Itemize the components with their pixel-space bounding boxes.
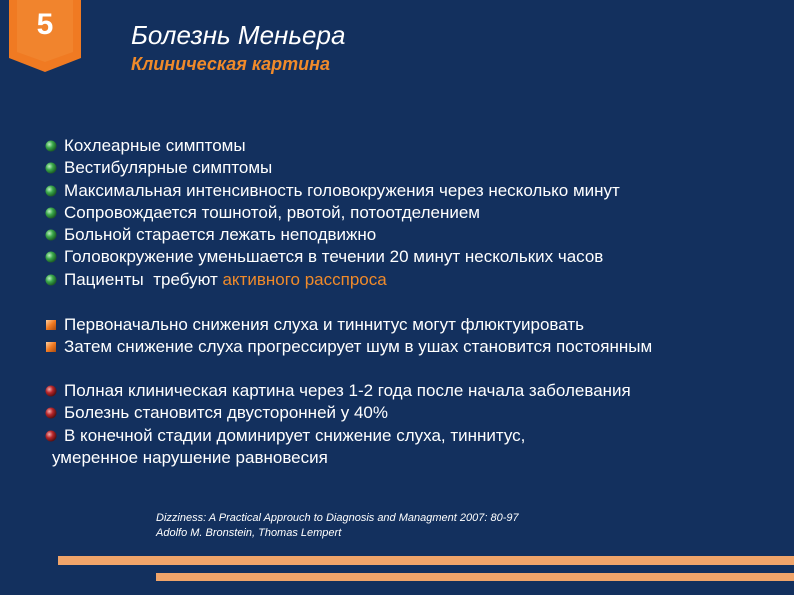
green-sphere-bullet-icon xyxy=(45,162,57,174)
late-stage-list xyxy=(44,380,631,469)
green-sphere-bullet-icon xyxy=(45,229,57,241)
list-item: Сопровождается тошнотой, рвотой, потоотделением xyxy=(44,202,620,224)
list-item: Головокружение уменьшается в течении 20 минут нескольких часов xyxy=(44,246,620,268)
red-sphere-bullet-icon xyxy=(45,385,57,397)
orange-square-bullet-icon xyxy=(45,341,57,353)
symptoms-list xyxy=(44,135,620,291)
list-item: Затем снижение слуха прогрессирует шум в ушах становится постоянным xyxy=(44,336,652,358)
citation-authors: Adolfo M. Bronstein, Thomas Lempert xyxy=(156,527,342,539)
slide-title: Болезнь Меньера xyxy=(131,20,346,50)
list-item: Больной старается лежать неподвижно xyxy=(44,224,620,246)
list-item: Болезнь становится двусторонней у 40% xyxy=(44,402,631,424)
citation-source: Dizziness: A Practical Approuch to Diagnosis and Managment 2007: 80-97 xyxy=(156,512,519,524)
list-item: Полная клиническая картина через 1-2 года после начала заболевания xyxy=(44,380,631,402)
highlighted-text: активного расспроса xyxy=(222,269,387,289)
list-item: Максимальная интенсивность головокружения через несколько минут xyxy=(44,180,620,202)
green-sphere-bullet-icon xyxy=(45,140,57,152)
red-sphere-bullet-icon xyxy=(45,407,57,419)
green-sphere-bullet-icon xyxy=(45,185,57,197)
footer-stripe-lower xyxy=(156,573,794,581)
green-sphere-bullet-icon xyxy=(45,274,57,286)
list-item: В конечной стадии доминирует снижение слуха, тиннитус, xyxy=(44,425,631,447)
list-item: Первоначально снижения слуха и тиннитус могут флюктуировать xyxy=(44,314,652,336)
citation xyxy=(156,511,519,541)
green-sphere-bullet-icon xyxy=(45,251,57,263)
slide-number: 5 xyxy=(36,8,54,41)
slide-number-badge xyxy=(9,0,81,72)
orange-square-bullet-icon xyxy=(45,319,57,331)
list-item-continuation: умеренное нарушение равновесия xyxy=(52,447,328,467)
slide-subtitle: Клиническая картина xyxy=(131,54,331,74)
footer-stripe-upper xyxy=(58,556,794,565)
list-item: Кохлеарные симптомы xyxy=(44,135,620,157)
list-item: Вестибулярные симптомы xyxy=(44,157,620,179)
progression-list xyxy=(44,314,652,359)
list-item: Пациенты требуют активного расспроса xyxy=(44,269,620,291)
red-sphere-bullet-icon xyxy=(45,430,57,442)
green-sphere-bullet-icon xyxy=(45,207,57,219)
